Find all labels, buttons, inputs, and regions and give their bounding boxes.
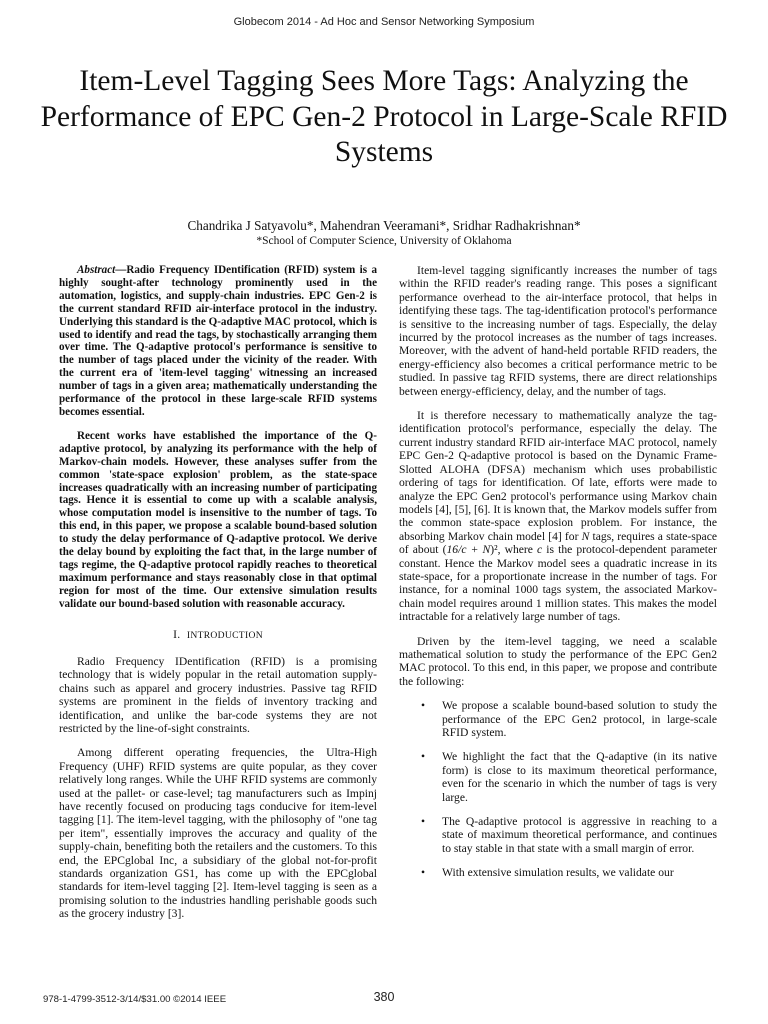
abstract-text-1: —Radio Frequency IDentification (RFID) system is a highly sought-after technology prominently used in the automation, logistics, and supply-chain industries. EPC Gen-2 is the current standard RFID air-interface protocol in the industry. Underlying this standard is the Q-adaptive MAC protocol, which is used to identify and read the tags, by stochastically arranging them over time. The Q-adaptive protocol's performance is sensitive to the number of tags placed under the vicinity of the reader. With the current era of 'item-level tagging' witnessing an increased number of tags in a given area; mathematically understanding the performance of the protocol in these large-scale RFID systems becomes essential.: [59, 264, 377, 418]
paper-affiliation: *School of Computer Science, University of Oklahoma: [256, 235, 512, 247]
abstract: [59, 264, 377, 611]
section-heading-introduction: [59, 628, 377, 642]
bullet-icon: •: [421, 866, 426, 880]
list-item: [399, 866, 717, 879]
list-item: [399, 699, 717, 739]
section-title: INTRODUCTION: [186, 629, 263, 641]
bullet-icon: •: [421, 750, 426, 764]
list-item: [399, 750, 717, 804]
contribution-list: [399, 699, 717, 879]
conference-header: Globecom 2014 - Ad Hoc and Sensor Networking Symposium: [233, 16, 535, 28]
section-numeral: I.: [173, 627, 181, 641]
abstract-paragraph-2: Recent works have established the importance of the Q-adaptive protocol, by analyzing its performance with the help of Markov-chain models. However, these analyses suffer from the common 'state-space explosion' problem, as the state-space increases quadratically with an increasing number of participating tags. Hence it is essential to come up with a scalable analysis, whose computation model is insensitive to the number of tags. To this end, in this paper, we propose a scalable bound-based solution to study the delay performance of Q-adaptive protocol. We derive the delay bound by exploiting the fact that, in the large number of tags regime, the Q-adaptive protocol rapidly reaches to theoretical maximum performance and stays reasonably close in that optimal region for most of the time. Our extensive simulation results validate our bound-based solution with reasonable accuracy.: [59, 429, 377, 610]
intro-paragraph-3: Item-level tagging significantly increases the number of tags within the RFID reader's reading range. This poses a significant performance overhead to the air-interface protocol, that helps in identifying these tags. The tag-identification protocol's performance is sensitive to the increasing number of tags. Especially, the delay incurred by the protocol increases as the number of tags increases. Moreover, with the advent of hand-held portable RFID readers, the energy-efficiency also becomes a critical performance metric to be studied. In passive tag RFID systems, there are direct relationships between energy-efficiency, delay, and the number of tags.: [399, 264, 717, 398]
intro-paragraph-4: [399, 409, 717, 624]
math-expression: 16/c + N: [446, 543, 491, 557]
copyright-footer: 978-1-4799-3512-3/14/$31.00 ©2014 IEEE: [43, 994, 227, 1005]
contribution-text: We highlight the fact that the Q-adaptive (in its native form) is close to its maximum theoretical performance, even for the scenario in which the number of tags is very large.: [442, 750, 717, 804]
intro-paragraph-2: Among different operating frequencies, the Ultra-High Frequency (UHF) RFID systems are quite popular, as they cover relatively long ranges. While the UHF RFID systems are commonly used at the pallet- or case-level; tag manufacturers such as Impinj have recently focused on producing tags conducive for item-level tagging [1]. The item-level tagging, with the philosophy of "one tag per item", essentially improves the accuracy and quality of the supply-chain, benefiting both the retailers and the customers. To this end, the EPCglobal Inc, a subsidiary of the global not-for-profit standards organization GS1, has come up with the EPCglobal standards for item-level tagging [2]. Item-level tagging is seen as a promising solution to the industries handling perishable goods such as the grocery industry [3].: [59, 746, 377, 921]
math-symbol-n: N: [581, 529, 590, 543]
paper-authors: Chandrika J Satyavolu*, Mahendran Veeramani*, Sridhar Radhakrishnan*: [187, 218, 581, 233]
intro-paragraph-4-part-c: )², where: [490, 543, 538, 557]
abstract-label: Abstract: [77, 264, 116, 276]
contribution-text: The Q-adaptive protocol is aggressive in reaching to a state of maximum theoretical performance, and continues to stay stable in that state with a small margin of error.: [442, 815, 717, 855]
intro-paragraph-4-part-a: It is therefore necessary to mathematically analyze the tag-identification protocol's performance, especially the delay. The current industry standard RFID air-interface MAC protocol, namely EPC Gen-2 Q-adaptive protocol is based on the Dynamic Frame-Slotted ALOHA (DFSA) mechanism which uses probabilistic ordering of tags for identification. Of late, efforts were made to analyze the EPC Gen2 protocol's performance using Markov chain models [4], [5], [6]. It is known that, the Markov models suffer from the common state-space explosion problem. For instance, the absorbing Markov chain model [4] for: [399, 409, 717, 543]
math-symbol-c: c: [537, 543, 543, 557]
intro-paragraph-5: Driven by the item-level tagging, we need a scalable mathematical solution to study the performance of the EPC Gen2 MAC protocol. To this end, in this paper, we propose and contribute the following:: [399, 634, 717, 688]
intro-paragraph-1: Radio Frequency IDentification (RFID) is a promising technology that is widely popular in the retail automation supply-chains such as apparel and grocery industries. Passive tag RFID systems are prominent in the fields of inventory tracking and identification, and unlike the bar-code systems they are not restricted by the line-of-sight constraints.: [59, 654, 377, 735]
bullet-icon: •: [421, 699, 426, 713]
intro-paragraph-4-part-d: is the protocol-dependent parameter constant. Hence the Markov model sees a quadratic increase in its state-space, for a proportionate increase in the number of tags. For instance, for a nominal 1000 tags system, the associated Markov-chain model requires around 1 million states. This makes the model intractable for a relatively large number of tags.: [399, 543, 717, 624]
list-item: [399, 815, 717, 855]
intro-paragraph-4-part-b: tags, requires a state-space of about (: [399, 529, 717, 557]
right-column: [399, 264, 717, 891]
contribution-text: With extensive simulation results, we validate our: [442, 866, 674, 880]
page-number: 380: [373, 990, 395, 1004]
paper-title: Item-Level Tagging Sees More Tags: Analyzing the Performance of EPC Gen-2 Protocol in Large-Scale RFID Systems: [40, 65, 728, 168]
left-column: [59, 264, 377, 932]
abstract-paragraph-1: [59, 264, 377, 419]
bullet-icon: •: [421, 815, 426, 829]
contribution-text: We propose a scalable bound-based solution to study the performance of the EPC Gen2 protocol, in large-scale RFID system.: [442, 699, 717, 739]
